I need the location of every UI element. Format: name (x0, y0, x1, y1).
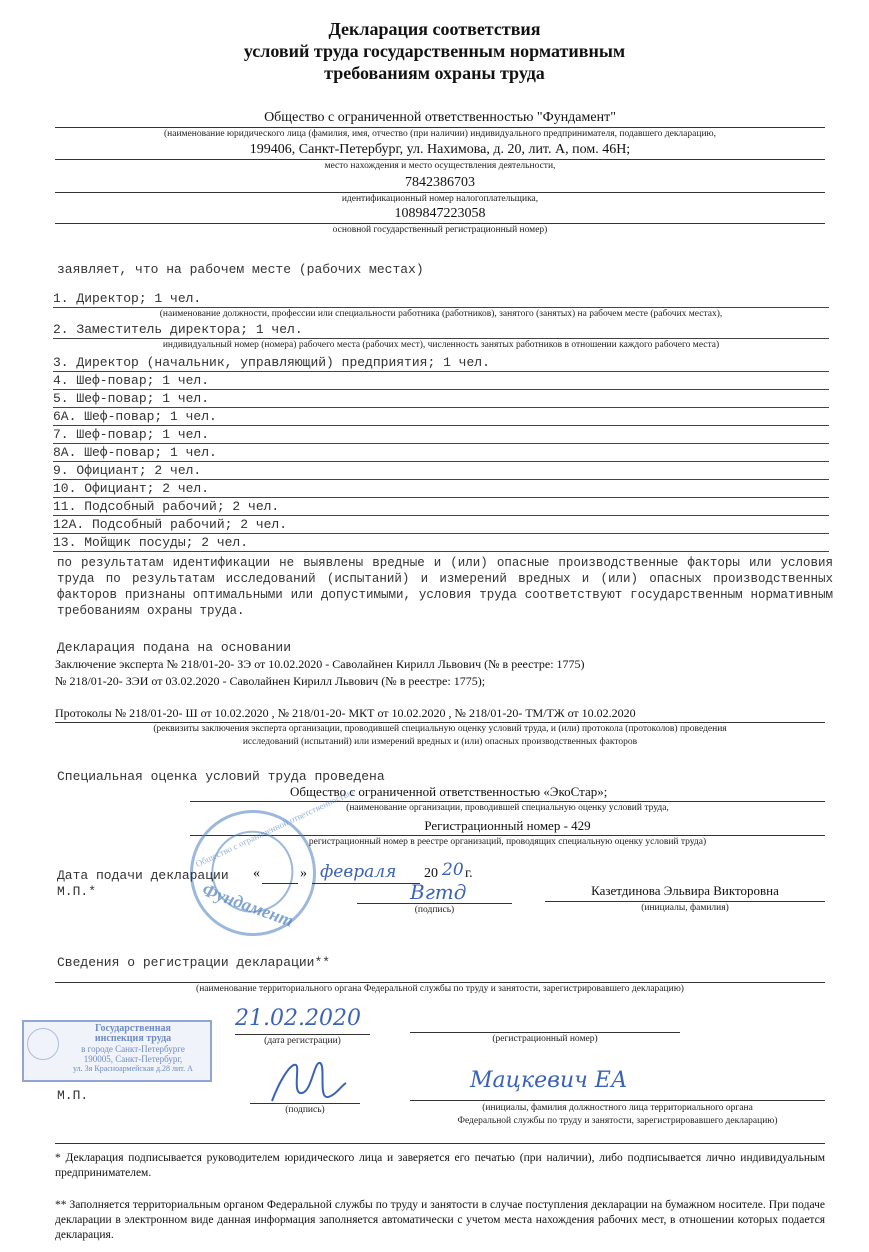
workplace-row: 11. Подсобный рабочий; 2 чел. (53, 499, 829, 516)
signer-caption: (инициалы, фамилия) (641, 903, 729, 913)
quote-close: » (300, 866, 307, 881)
org-name-underline (55, 127, 825, 128)
basis-line-2: № 218/01-20- ЗЭИ от 03.02.2020 - Саволайнен Кирилл Львович (№ в реестре: 1775); (55, 674, 486, 688)
workplace-caption-2: индивидуальный номер (номера) рабочего места (рабочих мест), численность занятых работников в отношении каждого рабочего места) (162, 340, 720, 350)
org-name: Общество с ограниченной ответственностью "Фундамент" (264, 110, 616, 125)
footnote-1: * Декларация подписывается руководителем юридического лица и заверяется его печатью (при наличии), либо подписывается лично индивидуальным предпринимателем. (55, 1152, 825, 1179)
document-title (0, 18, 869, 84)
ogrn-caption: основной государственный регистрационный номер) (332, 225, 548, 235)
official-name-underline (410, 1100, 825, 1101)
year-prefix: 20 (424, 866, 438, 881)
official-caption-2: Федеральной службы по труду и занятости, зарегистрировавшего декларацию) (457, 1116, 778, 1126)
result-paragraph: по результатам идентификации не выявлены вредные и (или) опасные производственные факторы или условия труда по результатам исследований (испытаний) и измерений вредных и (или) опасных производственных факторов признаны оптимальными или допустимыми, условия труда соответствуют государственным нормативным требованиям охраны труда. (57, 556, 833, 618)
authority-caption: (наименование территориального органа Федеральной службы по труду и занятости, зарегистрировавшего декларацию) (196, 984, 684, 994)
authority-underline (55, 982, 825, 983)
workplace-row: 9. Официант; 2 чел. (53, 463, 829, 480)
inn-value: 7842386703 (405, 175, 475, 190)
signer-underline (545, 901, 825, 902)
workplace-row: 6А. Шеф-повар; 1 чел. (53, 409, 829, 426)
stamp-ring-text: Общество с ограниченной ответственностью (193, 786, 356, 870)
year-handwritten: 20 (442, 860, 464, 880)
workplace-row: 4. Шеф-повар; 1 чел. (53, 373, 829, 390)
year-suffix: г. (465, 866, 473, 881)
official-sign-underline (250, 1103, 360, 1104)
regnum-caption: (регистрационный номер) (492, 1034, 598, 1044)
workplace-row: 1. Директор; 1 чел. (53, 291, 829, 308)
quote-open: « (253, 866, 260, 881)
registration-date-caption: (дата регистрации) (264, 1036, 341, 1046)
stamp2-line-2: инспекция труда (94, 1033, 172, 1044)
basis-line-1: Заключение эксперта № 218/01-20- ЗЭ от 10.02.2020 - Саволайнен Кирилл Львович (№ в реестре: 1775) (55, 657, 585, 671)
month-underline (312, 883, 420, 884)
submitter-signature: Вгтд (410, 880, 467, 904)
basis-caption-1: (реквизиты заключения эксперта организации, проводившей специальную оценку условий труда, и (или) протокола (протоколов) проведения (153, 724, 727, 734)
sout-org: Общество с ограниченной ответственностью «ЭкоСтар»; (290, 784, 608, 799)
mp-label: М.П.* (57, 884, 97, 899)
official-sign-caption: (подпись) (285, 1105, 325, 1115)
sout-org-underline (190, 801, 825, 802)
workplace-row: 12А. Подсобный рабочий; 2 чел. (53, 517, 829, 534)
sout-label: Специальная оценка условий труда проведена (57, 769, 385, 784)
submission-date-label: Дата подачи декларации (57, 868, 229, 883)
signer-name: Казетдинова Эльвира Викторовна (591, 883, 779, 898)
registration-label: Сведения о регистрации декларации** (57, 955, 331, 970)
workplace-row: 2. Заместитель директора; 1 чел. (53, 322, 829, 339)
sout-org-caption: (наименование организации, проводившей специальную оценку условий труда, (346, 803, 669, 813)
registration-date-underline (235, 1034, 370, 1035)
footnote-2: ** Заполняется территориальным органом Федеральной службы по труду и занятости в случае поступления декларации на бумажном носителе. При подаче декларации в электронном виде данная информация заполняется автоматически с учетом места нахождения рабочих мест, в отношении которых подается декларация. (55, 1199, 825, 1241)
workplace-row: 13. Мойщик посуды; 2 чел. (53, 535, 829, 552)
workplace-row: 8А. Шеф-повар; 1 чел. (53, 445, 829, 462)
official-name-handwritten: Мацкевич ЕА (470, 1068, 628, 1093)
official-signature-icon (262, 1055, 352, 1107)
signature-caption: (подпись) (414, 905, 455, 915)
stamp2-line-4: 190005, Санкт-Петербург, (83, 1054, 183, 1064)
stamp2-line-3: в городе Санкт-Петербурге (81, 1044, 185, 1054)
ogrn-underline (55, 223, 825, 224)
address-caption: место нахождения и место осуществления деятельности, (324, 161, 556, 171)
stamp2-line-5: ул. 3я Красноармейская д.28 лит. А (73, 1064, 193, 1073)
title-line-2: условий труда государственным нормативным (243, 41, 626, 61)
org-name-caption: (наименование юридического лица (фамилия, имя, отчество (при наличии) индивидуального предпринимателя, подавшего декларацию, (163, 129, 716, 139)
basis-line-3: Протоколы № 218/01-20- Ш от 10.02.2020 , № 218/01-20- МКТ от 10.02.2020 , № 218/01-20- ТМ/ТЖ от 10.02.2020 (55, 706, 636, 720)
footnote-separator (55, 1143, 825, 1144)
signature-underline (357, 903, 512, 904)
workplace-row: 3. Директор (начальник, управляющий) предприятия; 1 чел. (53, 355, 829, 372)
inspection-stamp-text (58, 1024, 208, 1074)
declares-text: заявляет, что на рабочем месте (рабочих местах) (57, 262, 424, 277)
title-line-3: требованиям охраны труда (324, 63, 545, 83)
basis-underline (55, 722, 825, 723)
inn-underline (55, 192, 825, 193)
stamp-center-word: Фундамент (199, 879, 297, 931)
workplace-caption-1: (наименование должности, профессии или специальности работника (работников), занятого (занятых) на рабочем месте (рабочих местах), (159, 309, 723, 319)
basis-label: Декларация подана на основании (57, 640, 292, 655)
title-line-1: Декларация соответствия (328, 19, 541, 39)
registration-date-handwritten: 21.02.2020 (235, 1006, 361, 1031)
workplace-row: 7. Шеф-повар; 1 чел. (53, 427, 829, 444)
sout-reg-number: Регистрационный номер - 429 (424, 818, 591, 833)
emblem-icon (27, 1028, 59, 1060)
basis-caption-2: исследований (испытаний) или измерений вредных и (или) опасных производственных факторов (242, 737, 638, 747)
stamp2-line-1: Государственная (95, 1023, 171, 1034)
inn-caption: идентификационный номер налогоплательщика, (341, 194, 539, 204)
month-handwritten: февраля (320, 862, 397, 882)
registration-mp: М.П. (57, 1088, 89, 1103)
ogrn-value: 1089847223058 (394, 206, 486, 221)
address-underline (55, 159, 825, 160)
sout-reg-caption: регистрационный номер в реестре организаций, проводящих специальную оценку условий труда) (308, 837, 707, 847)
workplace-row: 5. Шеф-повар; 1 чел. (53, 391, 829, 408)
day-underline (262, 883, 298, 884)
workplace-row: 10. Официант; 2 чел. (53, 481, 829, 498)
regnum-underline (410, 1032, 680, 1033)
official-caption-1: (инициалы, фамилия должностного лица территориального органа (482, 1103, 753, 1113)
org-address: 199406, Санкт-Петербург, ул. Нахимова, д. 20, лит. А, пом. 46Н; (249, 142, 631, 157)
